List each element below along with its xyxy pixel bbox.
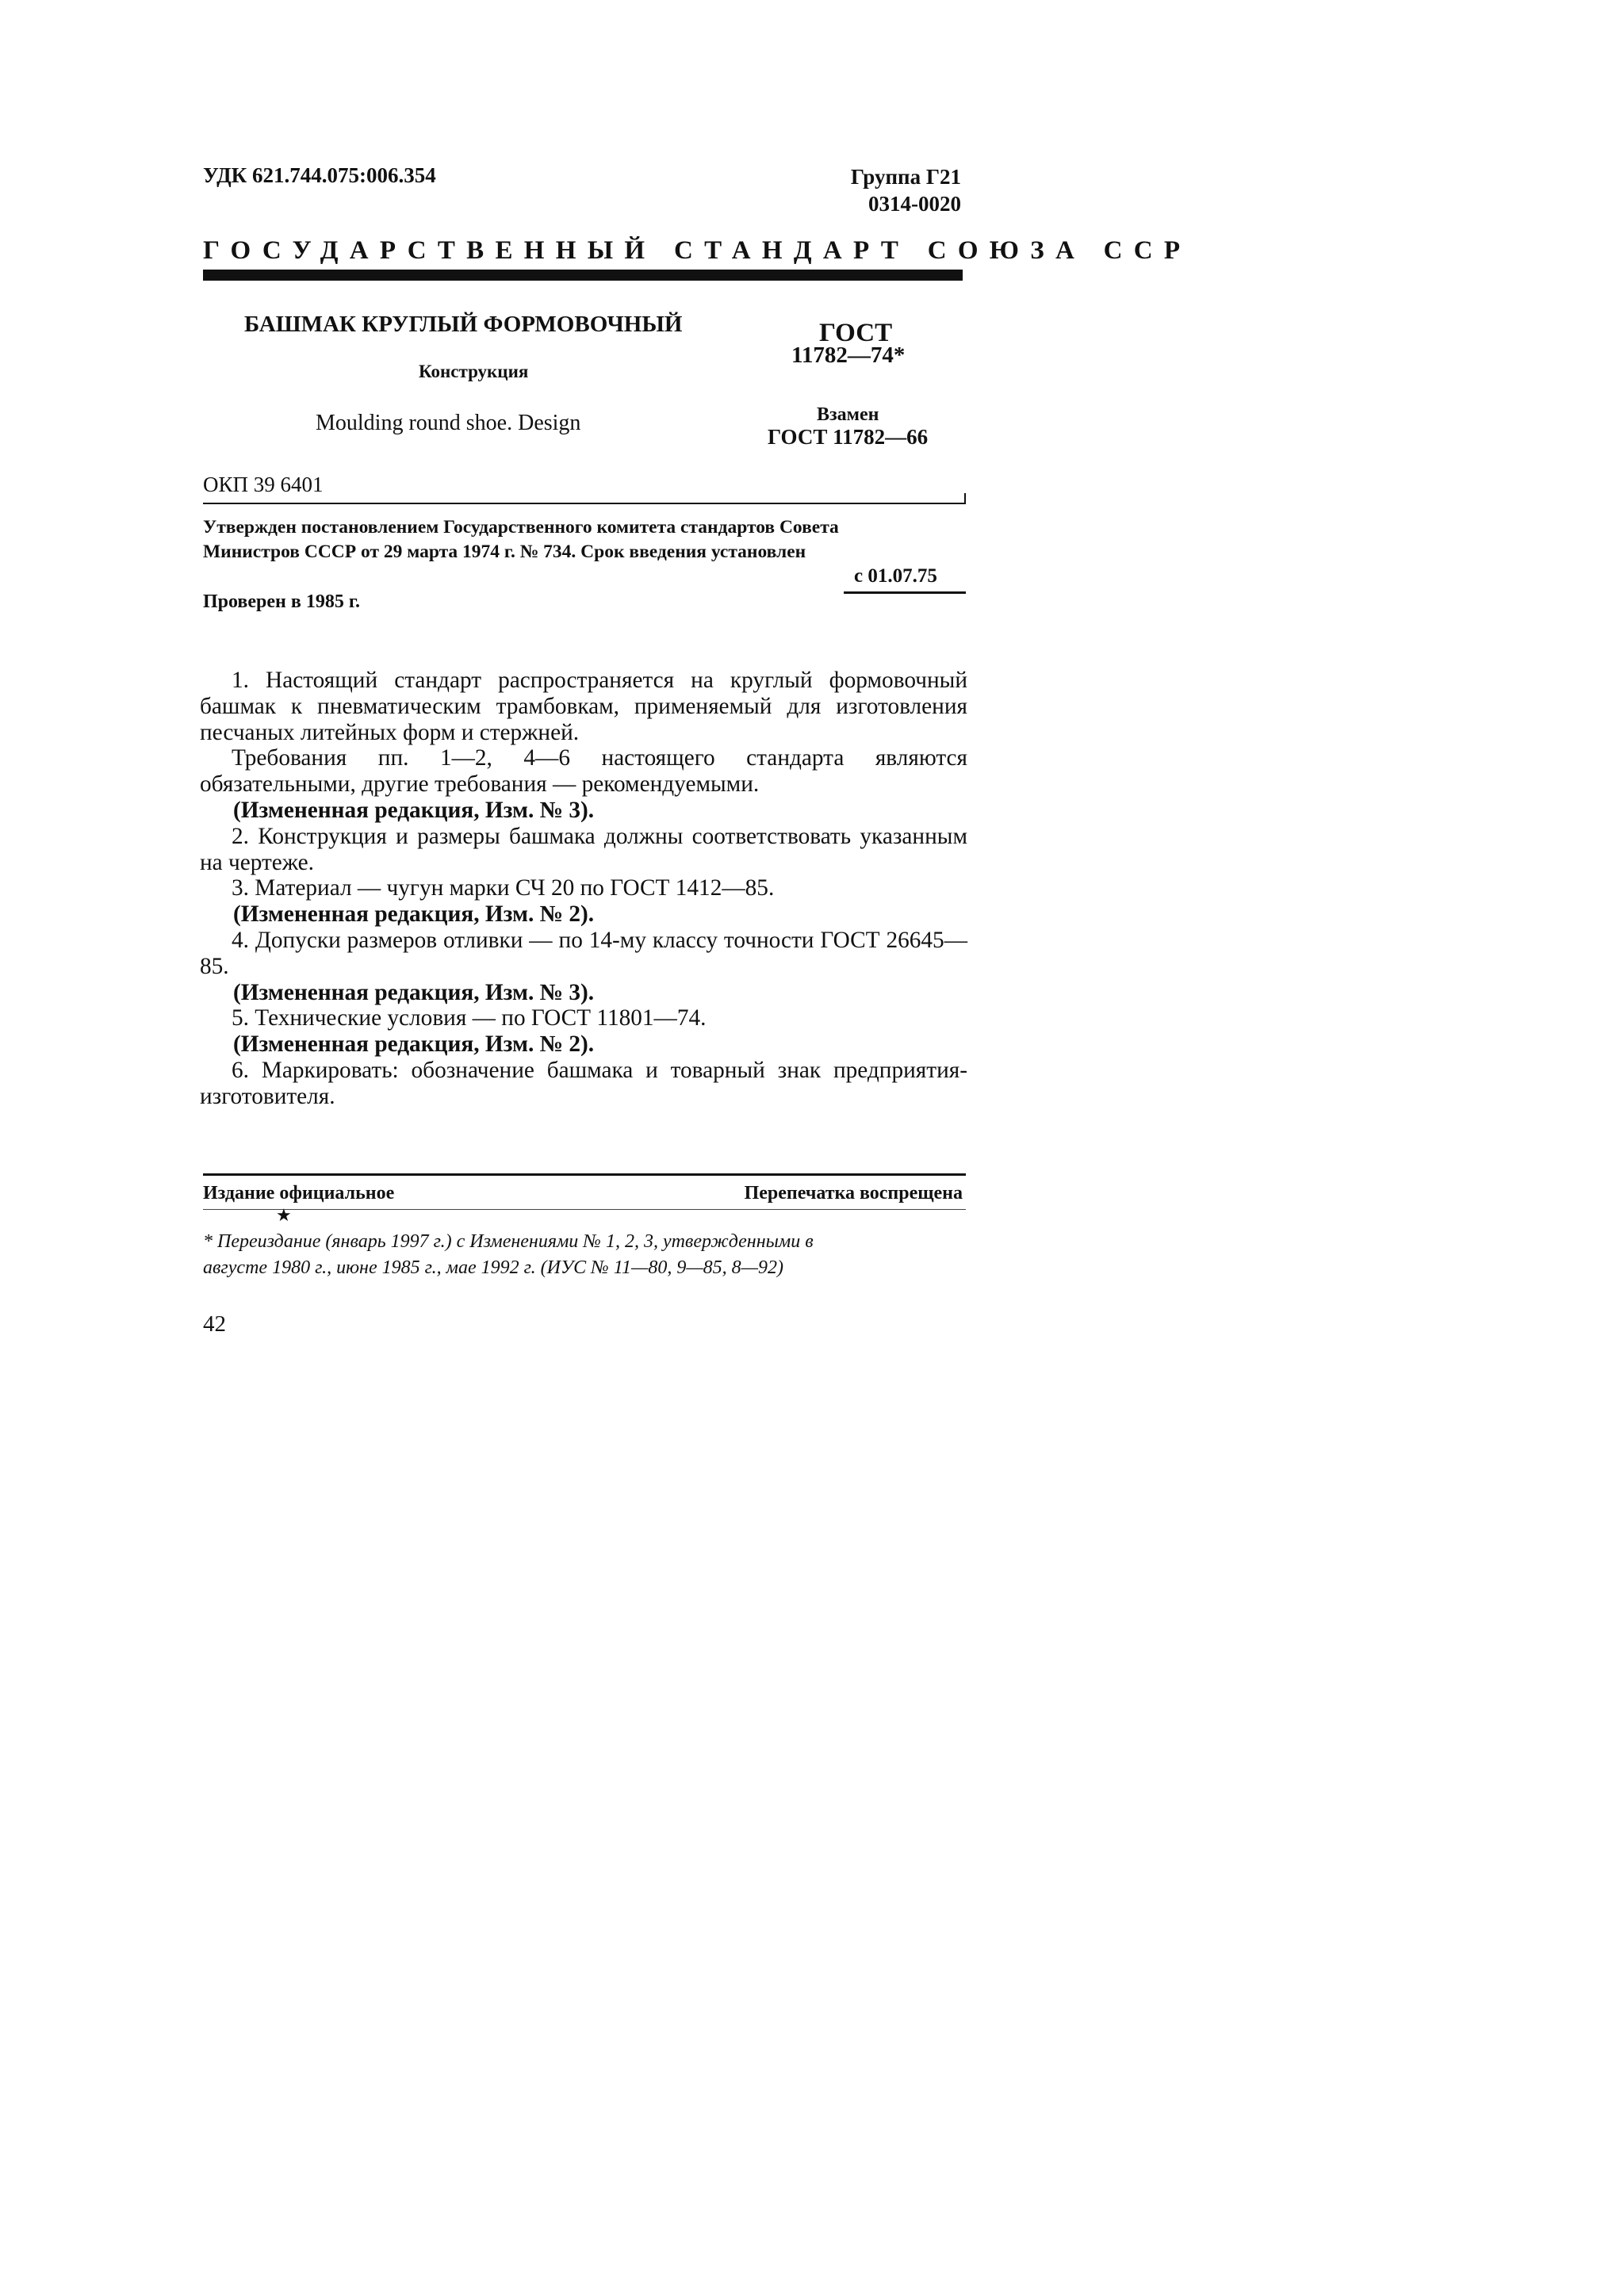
group-block [851,163,961,217]
change-note: (Измененная редакция, Изм. № 3). [233,979,595,1005]
standard-body [200,668,967,1110]
clause-6: 6. Маркировать: обозначение башмака и товарный знак предприятия-изготовителя. [200,1057,967,1109]
footer-thin-rule [203,1209,966,1210]
effective-date: с 01.07.75 [854,565,937,587]
english-title: Moulding round shoe. Design [316,411,581,435]
classification-code: 0314-0020 [868,192,961,216]
clause-1: 1. Настоящий стандарт распространяется на круглый формовочный башмак к пневматическим трамбовкам, применяемый для изготовления песчаных литейных форм и стержней. [200,668,967,745]
okp-rule-tick [964,493,966,504]
gost-number: 11782—74* [791,342,906,368]
reprint-prohibited-label: Перепечатка воспрещена [744,1183,963,1203]
replaces-number: ГОСТ 11782—66 [768,425,929,449]
effective-date-rule [844,591,966,594]
approval-line-1: Утвержден постановлением Государственного комитета стандартов Совета [203,517,839,538]
reissue-line-2: августе 1980 г., июне 1985 г., мае 1992 г. (ИУС № 11—80, 9—85, 8—92) [203,1257,783,1278]
checked-year: Проверен в 1985 г. [203,591,361,612]
reissue-note [203,1229,966,1281]
change-note: (Измененная редакция, Изм. № 2). [233,901,595,928]
replaces-label: Взамен [817,404,879,425]
reissue-line-1: * Переиздание (январь 1997 г.) с Изменениями № 1, 2, 3, утвержденными в [203,1231,814,1252]
document-title: БАШМАК КРУГЛЫЙ ФОРМОВОЧНЫЙ [244,312,683,337]
clause-3: 3. Материал — чугун марки СЧ 20 по ГОСТ 1412—85. [232,875,775,901]
document-subtitle: Конструкция [419,362,529,381]
okp-code: ОКП 39 6401 [203,473,324,496]
change-note: (Измененная редакция, Изм. № 3). [233,797,595,823]
state-standard-heading: ГОСУДАРСТВЕННЫЙ СТАНДАРТ СОЮЗА ССР [203,236,1192,265]
clause-5: 5. Технические условия — по ГОСТ 11801—74. [232,1005,707,1031]
change-note: (Измененная редакция, Изм. № 2). [233,1031,595,1058]
gost-label: ГОСТ [819,319,893,347]
clause-4: 4. Допуски размеров отливки — по 14-му классу точности ГОСТ 26645—85. [200,927,967,979]
approval-statement [203,515,966,564]
approval-line-2: Министров СССР от 29 марта 1974 г. № 734. Срок введения установлен [203,541,806,562]
official-edition-label: Издание официальное [203,1183,395,1203]
okp-rule [203,503,966,504]
page-number: 42 [203,1311,226,1337]
udk-code: УДК 621.744.075:006.354 [203,163,436,187]
clause-1-requirements: Требования пп. 1—2, 4—6 настоящего стандарта являются обязательными, другие требования — рекомендуемыми. [200,745,967,798]
group-label: Группа Г21 [850,165,961,189]
clause-2: 2. Конструкция и размеры башмака должны соответствовать указанным на чертеже. [200,823,967,875]
header-rule [203,270,963,281]
footer-rule [203,1173,966,1176]
star-icon: ★ [276,1205,292,1225]
